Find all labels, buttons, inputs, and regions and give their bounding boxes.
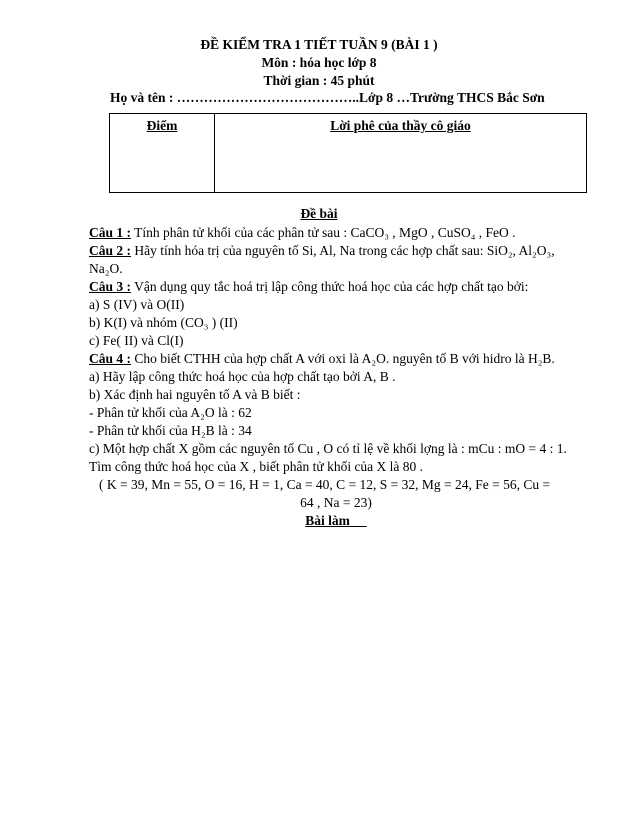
grade-box: [109, 113, 587, 193]
question-label: Câu 3 :: [89, 279, 132, 294]
question-text: Tính phân tử khối của các phân tử sau : CaCO₃ , MgO , CuSO₄ , FeO .: [134, 225, 516, 240]
q4-part-b: b) Xác định hai nguyên tố A và B biết :: [89, 387, 301, 402]
answer-title-text: Bài làm: [305, 513, 350, 528]
question-list: [89, 224, 601, 530]
atomic-masses-2: 64 , Na = 23): [300, 495, 372, 510]
question-text: Cho biết CTHH của hợp chất A với oxi là A₂O. nguyên tố B với hidro là H₂B.: [134, 351, 555, 366]
student-info-line: Họ và tên : …………………………………..Lớp 8 …Trường THCS Bắc Sơn: [110, 90, 545, 105]
section-title: Đề bài: [300, 206, 338, 221]
question-4: [89, 350, 601, 368]
exam-title: ĐỀ KIỂM TRA 1 TIẾT TUẦN 9 (BÀI 1 ): [200, 37, 438, 52]
subject: Môn : hóa học lớp 8: [261, 55, 377, 70]
answer-title: [89, 512, 601, 530]
q4-part-a: a) Hãy lập công thức hoá học của hợp chất tạo bởi A, B .: [89, 369, 396, 384]
question-text: Vận dụng quy tắc hoá trị lập công thức hoá học của các hợp chất tạo bởi:: [134, 279, 529, 294]
q3-part-a: a) S (IV) và O(II): [89, 297, 185, 312]
question-3: [89, 278, 601, 296]
q4-part-c1: c) Một hợp chất X gồm các nguyên tố Cu , O có tỉ lệ về khối lợng là : mCu : mO = 4 : 1.: [89, 441, 567, 456]
atomic-masses-1: ( K = 39, Mn = 55, O = 16, H = 1, Ca = 40, C = 12, S = 32, Mg = 24, Fe = 56, Cu =: [99, 477, 551, 492]
q4-part-c2: Tìm công thức hoá học của X , biết phân tử khối của X là 80 .: [89, 459, 424, 474]
q3-part-c: c) Fe( II) và Cl(I): [89, 333, 184, 348]
score-cell: Điểm: [110, 114, 215, 193]
time-limit: Thời gian : 45 phút: [263, 73, 375, 88]
question-1: [89, 224, 601, 242]
q4-part-b1: - Phân tử khối của A₂O là : 62: [89, 405, 252, 420]
question-label: Câu 1 :: [89, 225, 132, 240]
question-label: Câu 2 :: [89, 243, 132, 258]
q3-part-b: b) K(I) và nhóm (CO₃ ) (II): [89, 315, 238, 330]
q4-part-b2: - Phân tử khối của H₂B là : 34: [89, 423, 252, 438]
question-text: Hãy tính hóa trị của nguyên tố Si, Al, Na trong các hợp chất sau: SiO₂, Al₂O₃,: [134, 243, 555, 258]
question-label: Câu 4 :: [89, 351, 132, 366]
question-2: [89, 242, 601, 260]
teacher-comment-cell: Lời phê của thầy cô giáo: [215, 114, 587, 193]
question-2-cont: Na₂O.: [89, 261, 123, 276]
